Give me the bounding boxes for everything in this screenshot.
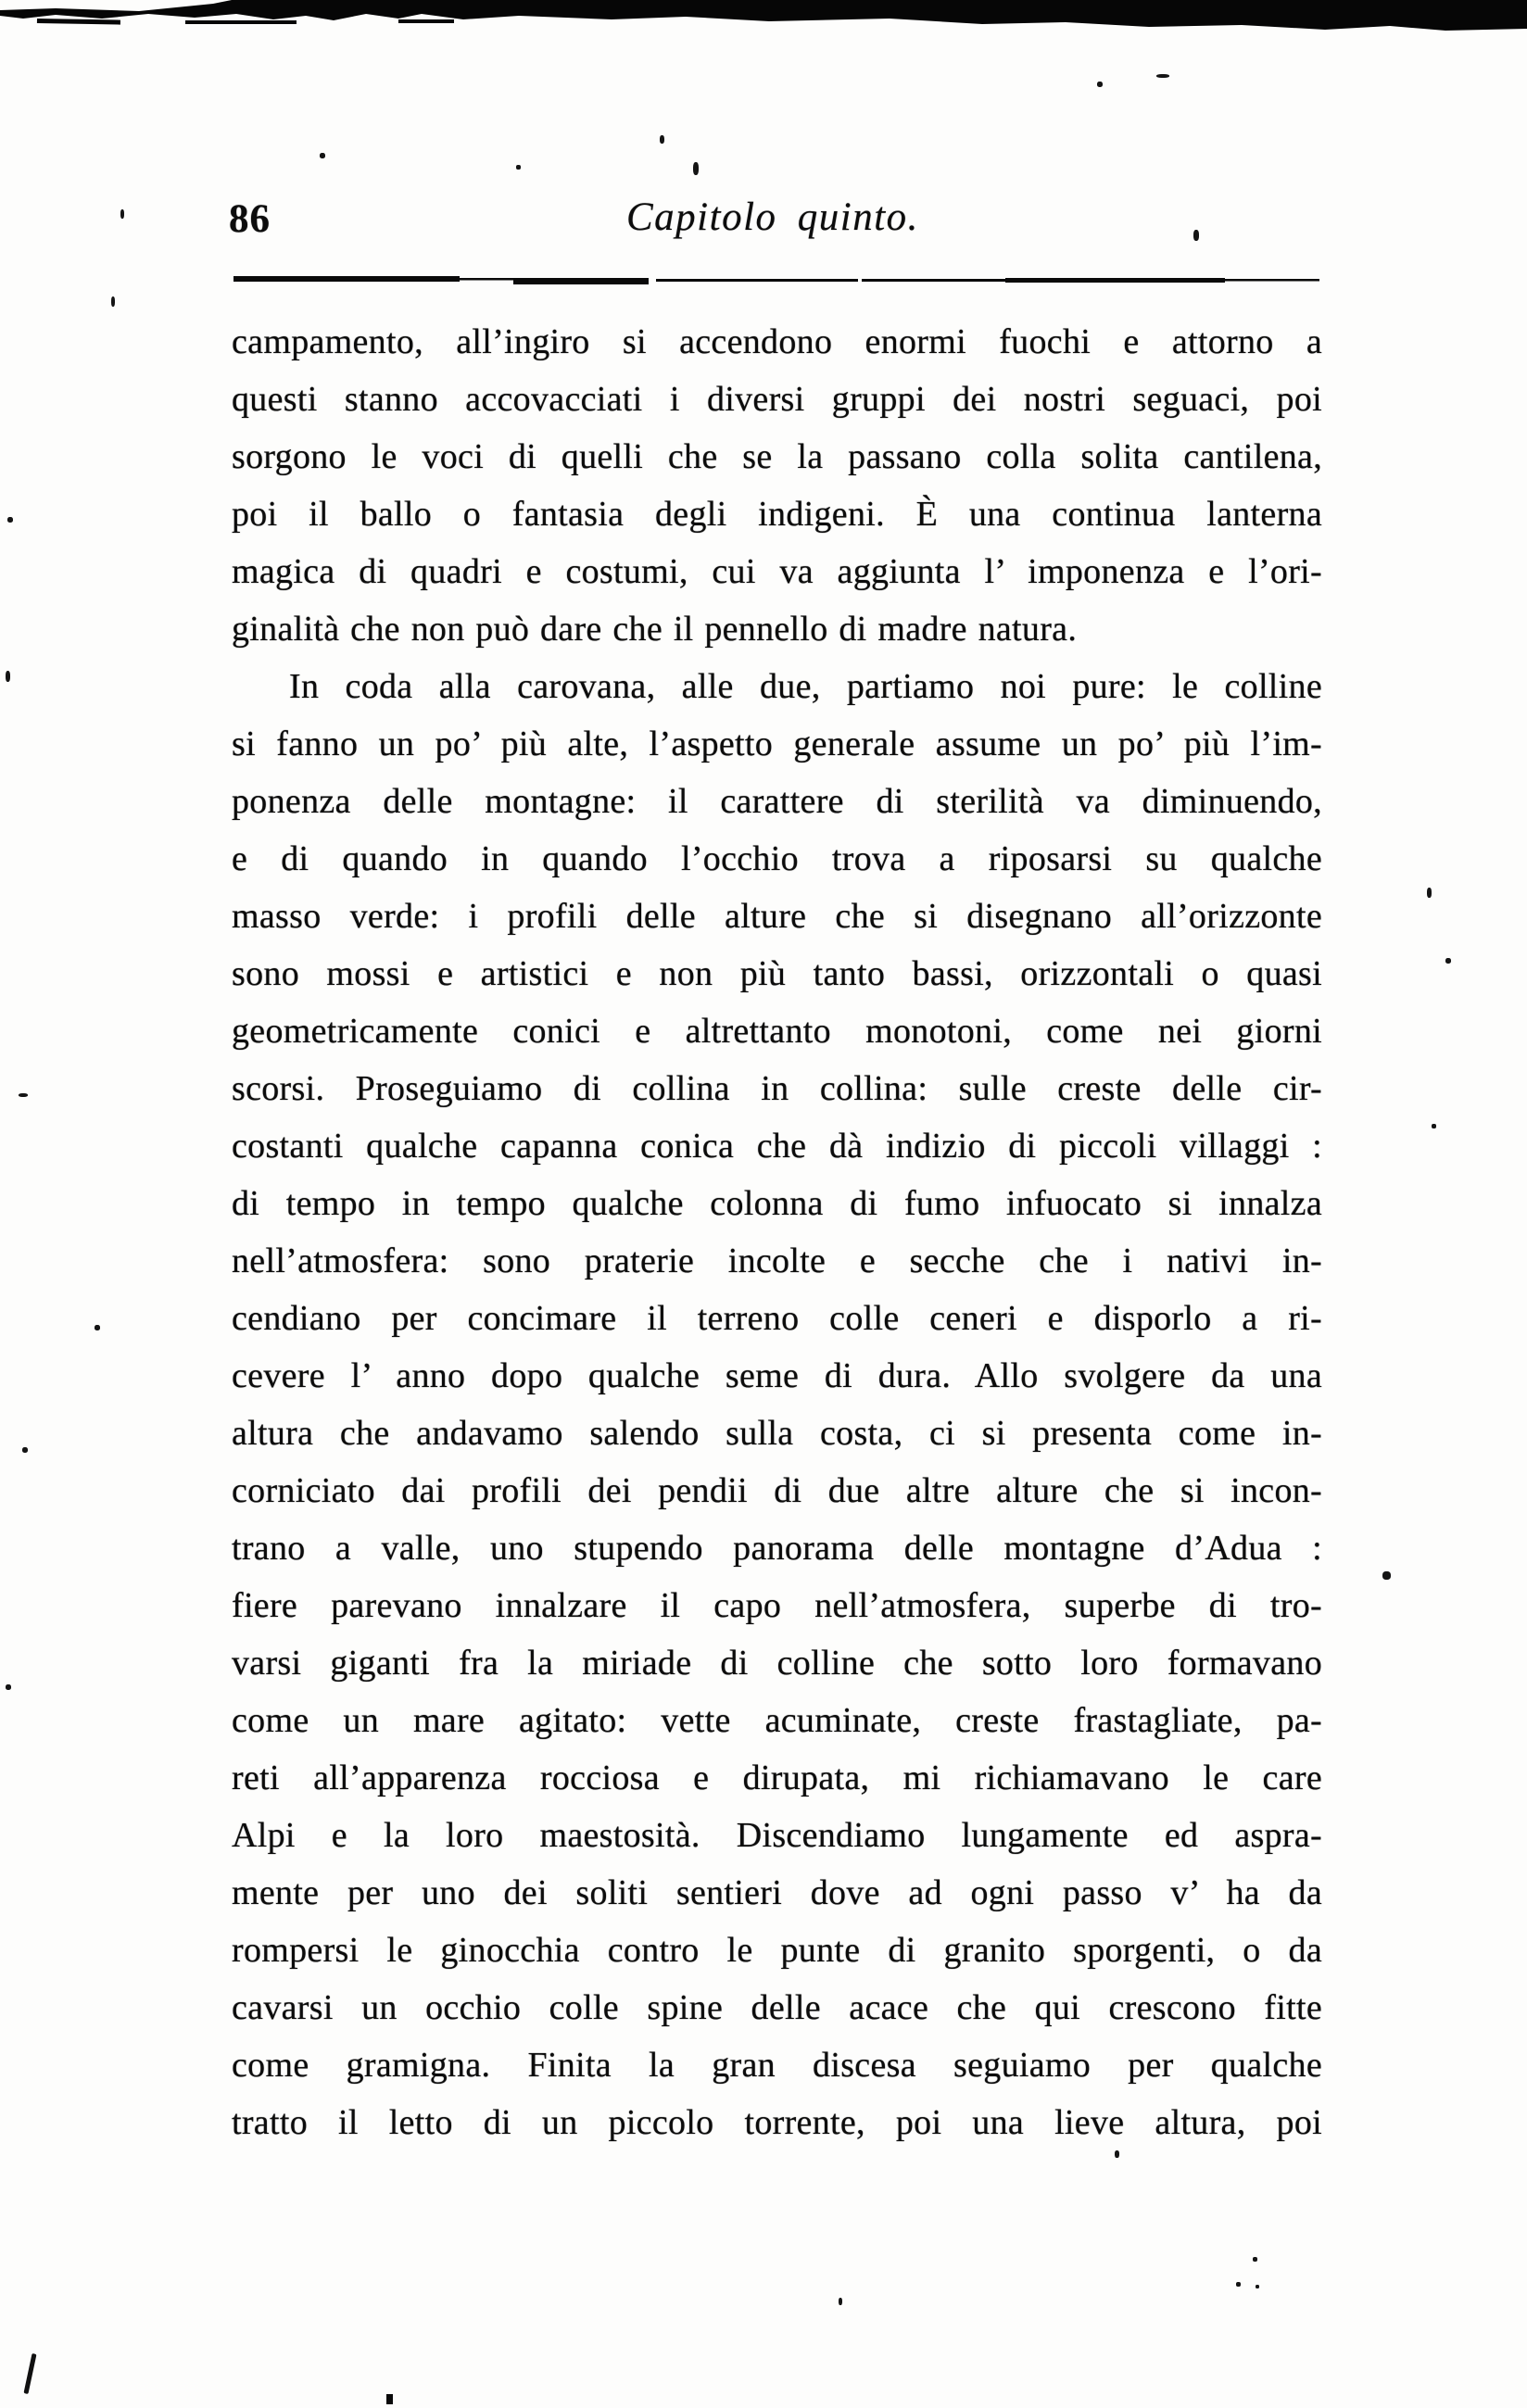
scan-speck	[693, 162, 699, 175]
text-line: come un mare agitato: vette acuminate, creste frastagliate, pa-	[232, 1701, 1322, 1740]
text-line: costanti qualche capanna conica che dà indizio di piccoli villaggi :	[232, 1127, 1322, 1166]
text-line: altura che andavamo salendo sulla costa, ci si presenta come in-	[232, 1414, 1322, 1453]
scan-speck	[1445, 958, 1451, 964]
text-line: cavarsi un occhio colle spine delle acace che qui crescono fitte	[232, 1988, 1322, 2027]
text-line: di tempo in tempo qualche colonna di fumo infuocato si innalza	[232, 1184, 1322, 1223]
scan-speck	[1236, 2282, 1241, 2287]
page-number: 86	[229, 197, 271, 241]
text-line: nell’atmosfera: sono praterie incolte e secche che i nativi in-	[232, 1242, 1322, 1280]
scan-speck	[22, 1447, 28, 1453]
scan-speck	[1256, 2285, 1259, 2288]
scan-speck	[1432, 1124, 1436, 1128]
scan-speck	[6, 671, 10, 682]
scan-speck	[1427, 888, 1432, 898]
text-line: questi stanno accovacciati i diversi gruppi dei nostri seguaci, poi	[232, 380, 1322, 419]
text-line: fiere parevano innalzare il capo nell’atmosfera, superbe di tro-	[232, 1586, 1322, 1625]
text-line: ginalità che non può dare che il pennello di madre natura.	[232, 610, 1078, 649]
scan-artifact-slash	[23, 2353, 36, 2394]
scan-speck	[111, 296, 115, 307]
text-line: geometricamente conici e altrettanto monotoni, come nei giorni	[232, 1012, 1322, 1051]
text-line: varsi giganti fra la miriade di colline che sotto loro formavano	[232, 1644, 1322, 1683]
scan-speck	[660, 135, 664, 144]
text-line: scorsi. Proseguiamo di collina in collina: sulle creste delle cir-	[232, 1069, 1322, 1108]
text-line: reti all’apparenza rocciosa e dirupata, mi richiamavano le care	[232, 1759, 1322, 1797]
text-line: cevere l’ anno dopo qualche seme di dura. Allo svolgere da una	[232, 1356, 1322, 1395]
scan-speck	[1115, 2150, 1119, 2158]
scan-speck	[1253, 2257, 1257, 2262]
scan-speck	[320, 153, 325, 158]
text-line: e di quando in quando l’occhio trova a riposarsi su qualche	[232, 839, 1322, 878]
scan-artifact-tick	[386, 2394, 393, 2404]
text-line: ponenza delle montagne: il carattere di sterilità va diminuendo,	[232, 782, 1322, 821]
scan-speck	[95, 1325, 100, 1330]
text-block	[232, 313, 1322, 2151]
scan-speck	[516, 165, 521, 170]
scan-speck	[19, 1093, 28, 1097]
text-line: sorgono le voci di quelli che se la passano colla solita cantilena,	[232, 437, 1322, 476]
text-line: rompersi le ginocchia contro le punte di granito sporgenti, o da	[232, 1931, 1322, 1970]
text-line: corniciato dai profili dei pendii di due altre alture che si incon-	[232, 1471, 1322, 1510]
scan-artifact-top-band	[0, 0, 1527, 41]
text-line: cendiano per concimare il terreno colle ceneri e disporlo a ri-	[232, 1299, 1322, 1338]
scan-speck	[1382, 1571, 1391, 1580]
scan-speck	[839, 2298, 842, 2305]
text-line: si fanno un po’ più alte, l’aspetto generale assume un po’ più l’im-	[232, 725, 1322, 763]
text-line: come gramigna. Finita la gran discesa seguiamo per qualche	[232, 2046, 1322, 2085]
scan-speck	[120, 209, 124, 219]
scan-speck	[7, 517, 13, 523]
running-header-chapter-title: Capitolo quinto.	[626, 195, 919, 239]
text-line: mente per uno dei soliti sentieri dove ad ogni passo v’ ha da	[232, 1873, 1322, 1912]
text-line: campamento, all’ingiro si accendono enormi fuochi e attorno a	[232, 322, 1322, 361]
text-line: magica di quadri e costumi, cui va aggiunta l’ imponenza e l’ori-	[232, 552, 1322, 591]
text-line: Alpi e la loro maestosità. Discendiamo lungamente ed aspra-	[232, 1816, 1322, 1855]
scan-speck	[1156, 74, 1169, 78]
text-line: poi il ballo o fantasia degli indigeni. È una continua lanterna	[232, 495, 1322, 534]
text-line: masso verde: i profili delle alture che si disegnano all’orizzonte	[232, 897, 1322, 936]
text-line: sono mossi e artistici e non più tanto bassi, orizzontali o quasi	[232, 954, 1322, 993]
text-line: tratto il letto di un piccolo torrente, poi una lieve altura, poi	[232, 2103, 1322, 2142]
scan-speck	[1193, 230, 1199, 241]
header-rule	[232, 272, 1325, 287]
scan-speck	[6, 1684, 11, 1690]
text-line: trano a valle, uno stupendo panorama delle montagne d’Adua :	[232, 1529, 1322, 1568]
scan-speck	[1097, 82, 1103, 87]
text-line: In coda alla carovana, alle due, partiamo noi pure: le colline	[289, 667, 1322, 706]
